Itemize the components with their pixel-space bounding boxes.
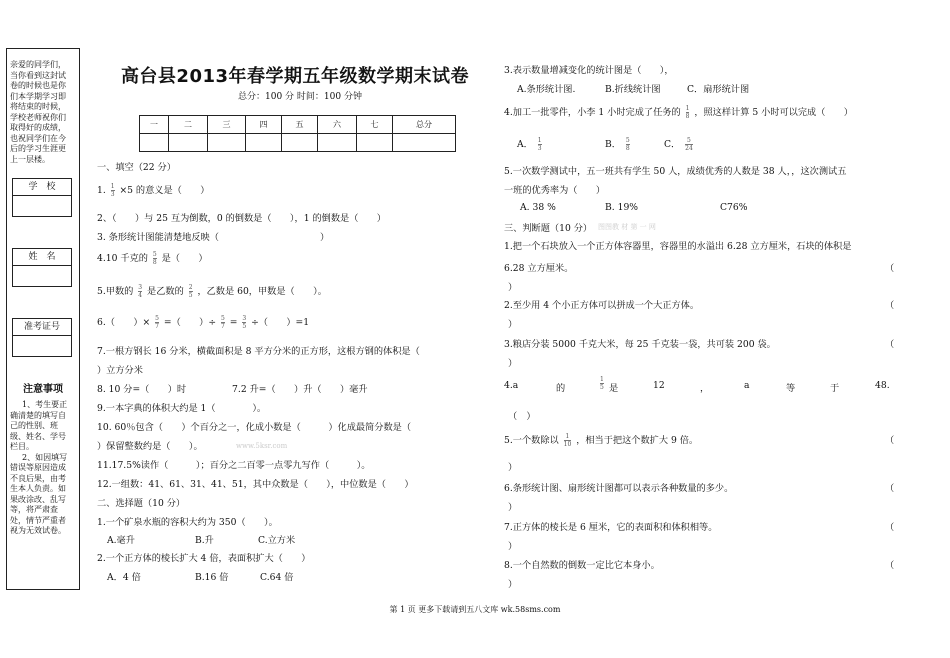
- choice-1-option-a[interactable]: A.毫升: [107, 535, 135, 546]
- paren-close: ）: [526, 411, 536, 422]
- judge-4-word-4: 12: [653, 380, 665, 391]
- fraction: [155, 315, 159, 330]
- fraction: [111, 183, 115, 198]
- question-12: 12.一组数：41、61、31、41、51，其中众数是（ ），中位数是（ ）: [97, 479, 414, 490]
- score-value-row: [140, 134, 456, 152]
- q6-text-b: =（ ）÷: [163, 317, 217, 328]
- choice-5-option-c[interactable]: C76%: [720, 202, 748, 213]
- watermark: 图图教 材 第 一 网: [598, 223, 656, 231]
- judge-4-fraction: [598, 376, 606, 391]
- name-label: 姓 名: [12, 248, 72, 266]
- q4-text-a: 4.10 千克的: [97, 253, 148, 264]
- judge-4-word-7: 等: [786, 383, 796, 394]
- exam-id-field: [12, 318, 72, 357]
- score-col: 五: [282, 116, 318, 134]
- fraction: [221, 315, 225, 330]
- exam-id-label: 准考证号: [12, 318, 72, 336]
- q6-text-c: =: [229, 317, 238, 328]
- score-col: 三: [208, 116, 246, 134]
- choice-5-line-1: 5.一次数学测试中，五一班共有学生 50 人，成绩优秀的人数是 38 人，，这次测试五: [504, 166, 847, 177]
- fraction-den: 3: [537, 145, 542, 152]
- judge-3-paren-open[interactable]: （: [885, 339, 895, 350]
- question-10-line-1: 10. 60％包含（ ）个百分之一，化成小数是（ ）化成最简分数是（: [97, 422, 412, 433]
- fraction-num: 2: [188, 284, 193, 291]
- q5-text-a: 5.甲数的: [97, 286, 134, 297]
- fraction: [685, 137, 693, 152]
- judge-8-paren-open[interactable]: （: [885, 560, 895, 571]
- choice-2-option-a[interactable]: A．4 倍: [107, 572, 141, 583]
- section-1-heading: 一、填空（22 分）: [97, 162, 176, 173]
- question-7-line-1: 7.一根方钢长 16 分米，横截面积是 8 平方分米的正方形，这根方钢的体积是（: [97, 346, 420, 357]
- question-11: 11.17.5%读作（ ）；百分之二百零一点零九写作（ ）。: [97, 460, 371, 471]
- option-letter: C．: [664, 139, 681, 150]
- fraction: [138, 284, 142, 299]
- fraction: [189, 284, 193, 299]
- judge-3-paren-close: ）: [508, 358, 518, 369]
- q1-text-a: 1.: [97, 185, 106, 196]
- choice-4-option-b[interactable]: [605, 136, 632, 152]
- choice-4-option-a[interactable]: [517, 136, 544, 152]
- score-cell[interactable]: [140, 134, 169, 152]
- score-cell[interactable]: [357, 134, 393, 152]
- fraction: [600, 376, 604, 391]
- choice-3-option-c[interactable]: C．扇形统计图: [687, 84, 750, 95]
- fraction-den: 8: [685, 113, 690, 120]
- judge-4-paren[interactable]: [508, 408, 536, 422]
- question-6: [97, 314, 309, 330]
- judge-6-paren-open[interactable]: （: [885, 483, 895, 494]
- choice-5-line-2: 一班的优秀率为（ ）: [504, 185, 606, 196]
- choice-3-option-b[interactable]: B.折线统计图: [605, 84, 661, 95]
- judge-1-paren-close: ）: [508, 282, 518, 293]
- fraction-num: 5: [687, 137, 691, 144]
- judge-6-paren-close: ）: [508, 502, 518, 513]
- judge-7: 7.正方体的棱长是 6 厘米，它的表面积和体积相等。: [504, 522, 718, 533]
- name-input[interactable]: [12, 266, 72, 287]
- score-col: 六: [318, 116, 357, 134]
- judge-5-paren-close: ）: [508, 462, 518, 473]
- question-8: 8. 10 分=（ ）时 7.2 升=（ ）升（ ）毫升: [97, 384, 368, 395]
- j5-text-b: ，相当于把这个数扩大 9 倍。: [576, 435, 699, 446]
- score-cell[interactable]: [208, 134, 246, 152]
- fraction: [153, 251, 157, 266]
- judge-4-word-8: 于: [830, 383, 840, 394]
- option-letter: A．: [517, 139, 533, 150]
- score-col: 七: [357, 116, 393, 134]
- c4-text-a: 4.加工一批零件，小李 1 小时完成了任务的: [504, 107, 681, 118]
- judge-2-paren-close: ）: [508, 319, 518, 330]
- fraction-num: 5: [155, 315, 159, 322]
- option-letter: B．: [605, 139, 621, 150]
- fraction: [242, 315, 246, 330]
- school-input[interactable]: [12, 196, 72, 217]
- question-9: 9.一本字典的体积大约是 1（ ）。: [97, 403, 267, 414]
- watermark: www.5ksr.com: [236, 442, 288, 450]
- fraction-den: 10: [563, 441, 572, 448]
- fraction-den: 8: [625, 145, 630, 152]
- fraction: [538, 137, 542, 152]
- score-col: 一: [140, 116, 169, 134]
- fraction-num: 1: [110, 183, 115, 190]
- paren-open: （: [508, 411, 518, 422]
- fraction-num: 5: [625, 137, 630, 144]
- choice-3-option-a[interactable]: A.条形统计图.: [517, 84, 576, 95]
- fraction: [626, 137, 630, 152]
- choice-1-option-c[interactable]: C.立方米: [258, 535, 296, 546]
- judge-5: [504, 432, 698, 448]
- judge-6: 6.条形统计图、扇形统计图都可以表示各种数量的多少。: [504, 483, 734, 494]
- q6-text-d: ÷（ ）=1: [251, 317, 310, 328]
- judge-7-paren-close: ）: [508, 541, 518, 552]
- judge-2-paren-open[interactable]: （: [885, 300, 895, 311]
- section-2-heading: 二、选择题（10 分）: [97, 498, 186, 509]
- q5-text-b: 是乙数的: [147, 286, 184, 297]
- choice-5-option-a[interactable]: A. 38 %: [520, 202, 556, 213]
- exam-id-input[interactable]: [12, 336, 72, 357]
- choice-1: 1.一个矿泉水瓶的容积大约为 350（ ）。: [97, 517, 278, 528]
- score-cell[interactable]: [393, 134, 456, 152]
- section-3-heading: 三、判断题（10 分）: [504, 223, 593, 234]
- fraction-num: 5: [152, 251, 157, 258]
- q4-text-b: 是（ ）: [161, 253, 208, 264]
- fraction-den: 4: [138, 292, 143, 299]
- score-col: 二: [169, 116, 208, 134]
- score-table: [139, 115, 456, 152]
- fraction-num: 3: [138, 284, 143, 291]
- fraction-num: 5: [220, 315, 225, 322]
- score-header-row: [140, 116, 456, 134]
- fraction-num: 1: [565, 433, 570, 440]
- school-field: [12, 178, 72, 217]
- score-cell[interactable]: [246, 134, 282, 152]
- score-col: 四: [246, 116, 282, 134]
- judge-1-line-1: 1.把一个石块放入一个正方体容器里，容器里的水溢出 6.28 立方厘米，石块的体积是: [504, 241, 852, 252]
- fraction-den: 5: [600, 384, 604, 391]
- score-col: 总分: [393, 116, 456, 134]
- score-cell[interactable]: [169, 134, 208, 152]
- choice-2: 2.一个正方体的棱长扩大 4 倍，表面积扩大（ ）: [97, 553, 311, 564]
- page-footer: 第 1 页 更多下载请到五八文库 wk.58sms.com: [389, 605, 561, 614]
- choice-2-option-c[interactable]: C.64 倍: [260, 572, 294, 583]
- fraction-den: 7: [220, 323, 225, 330]
- judge-4-word-1: 4.a: [504, 380, 519, 391]
- score-cell[interactable]: [318, 134, 357, 152]
- fraction-num: 1: [537, 137, 542, 144]
- fraction-den: 24: [685, 145, 693, 152]
- name-field: [12, 248, 72, 287]
- judge-4-word-2: 的: [556, 383, 566, 394]
- choice-2-option-b[interactable]: B.16 倍: [195, 572, 229, 583]
- judge-4-word-3: 是: [609, 383, 619, 394]
- page-title: 高台县2013年春学期五年级数学期末试卷: [120, 66, 470, 87]
- q6-text-a: 6.（ ）×: [97, 317, 151, 328]
- choice-5-option-b[interactable]: B. 19%: [605, 202, 639, 213]
- judge-2: 2.至少用 4 个小正方体可以拼成一个大正方体。: [504, 300, 700, 311]
- c4-text-b: ，照这样计算 5 小时可以完成（ ）: [694, 107, 853, 118]
- question-1: [97, 182, 209, 198]
- judge-3: 3.粮店分装 5000 千克大米，每 25 千克装一袋，共可装 200 袋。: [504, 339, 776, 350]
- choice-1-option-b[interactable]: B.升: [195, 535, 214, 546]
- fraction-num: 3: [242, 315, 247, 322]
- score-cell[interactable]: [282, 134, 318, 152]
- sidebar-intro: 亲爱的同学们，当你看到这封试卷的时候也是你们本学期学习即将结束的时候，学校老师祝你们取得好的成绩，也祝同学们在今后的学习生涯更上一层楼。: [10, 60, 66, 164]
- fraction-den: 3: [110, 191, 115, 198]
- fraction-den: 5: [242, 323, 247, 330]
- fraction-den: 8: [152, 259, 157, 266]
- note-1: 1、考生要正确清楚的填写自己的性别、班级、姓名、学号栏目。: [10, 400, 68, 451]
- school-label: 学 校: [12, 178, 72, 196]
- question-4: [97, 250, 208, 266]
- judge-7-paren-open[interactable]: （: [885, 522, 895, 533]
- judge-4-word-6: a: [744, 380, 750, 391]
- judge-4-word-5: ，: [700, 383, 710, 394]
- judge-1-paren-open[interactable]: （: [885, 263, 895, 274]
- question-2: 2、（ ）与 25 互为倒数，0 的倒数是（ ），1 的倒数是（ ）: [97, 213, 386, 224]
- question-3: 3. 条形统计图能清楚地反映（ ）: [97, 232, 330, 243]
- fraction-num: 1: [600, 376, 604, 383]
- fraction: [686, 105, 690, 120]
- page-subtitle: 总分：100 分 时间：100 分钟: [238, 92, 362, 102]
- judge-5-paren-open[interactable]: （: [885, 435, 895, 446]
- question-5: [97, 283, 327, 299]
- fraction-den: 7: [155, 323, 159, 330]
- judge-4-word-9: 48.: [875, 380, 890, 391]
- fraction-den: 5: [188, 292, 193, 299]
- choice-4-option-c[interactable]: [664, 136, 695, 152]
- fraction: [564, 433, 572, 448]
- question-7-line-2: ）立方分米: [97, 365, 143, 376]
- fraction-num: 1: [685, 105, 690, 112]
- choice-3: 3.表示数量增减变化的统计图是（ ），: [504, 65, 674, 76]
- judge-8: 8.一个自然数的倒数一定比它本身小。: [504, 560, 660, 571]
- judge-8-paren-close: ）: [508, 579, 518, 590]
- j5-text-a: 5.一个数除以: [504, 435, 559, 446]
- note-2: 2、如因填写错误等原因造成不良后果，由考生本人负责。如果改涂改、乱写等，将严肃查处，情节严重者视为无效试卷。: [10, 452, 68, 535]
- judge-1-line-2: 6.28 立方厘米。: [504, 263, 574, 274]
- notes: [10, 400, 72, 537]
- notes-title: 注意事项: [23, 384, 63, 395]
- question-10-line-2: ）保留整数约是（ ）。: [97, 441, 203, 452]
- q1-text-b: ×5 的意义是（ ）: [119, 185, 210, 196]
- q5-text-c: ，乙数是 60，甲数是（ ）。: [197, 286, 327, 297]
- choice-4: [504, 104, 853, 120]
